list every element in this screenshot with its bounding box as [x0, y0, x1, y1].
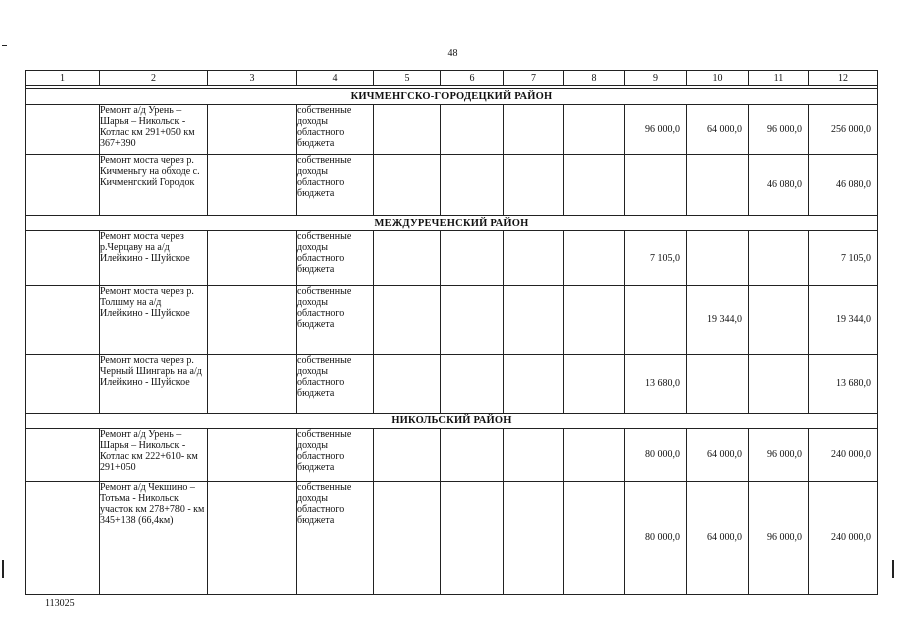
- object-name: Ремонт а/д Урень – Шарья – Никольск - Котлас км 291+050 км 367+390: [100, 104, 208, 154]
- amount-col-9: 80 000,0: [625, 481, 687, 594]
- cell-5: [374, 104, 441, 154]
- cell-1: [26, 155, 100, 216]
- cell-7: [504, 231, 564, 286]
- cell-6: [441, 231, 504, 286]
- column-number: 9: [625, 71, 687, 86]
- cell-8: [564, 429, 625, 482]
- object-name: Ремонт а/д Урень – Шарья – Никольск - Котлас км 222+610- км 291+050: [100, 429, 208, 482]
- object-name: Ремонт моста через р. Черный Шингарь на а/д Илейкино - Шуйское: [100, 354, 208, 413]
- cell-8: [564, 481, 625, 594]
- funding-source: собственные доходы областного бюджета: [297, 155, 374, 216]
- amount-total: 240 000,0: [809, 429, 878, 482]
- page-number: 48: [447, 48, 458, 59]
- cell-3: [208, 104, 297, 154]
- column-number: 8: [564, 71, 625, 86]
- amount-col-11: [749, 354, 809, 413]
- cell-3: [208, 285, 297, 354]
- cell-5: [374, 285, 441, 354]
- cell-5: [374, 481, 441, 594]
- district-title: МЕЖДУРЕЧЕНСКИЙ РАЙОН: [26, 215, 878, 230]
- scan-edge-mark: [892, 560, 894, 578]
- amount-col-11: 96 000,0: [749, 429, 809, 482]
- amount-col-9: 80 000,0: [625, 429, 687, 482]
- amount-col-9: 96 000,0: [625, 104, 687, 154]
- table-row: [26, 354, 878, 413]
- cell-8: [564, 104, 625, 154]
- cell-6: [441, 354, 504, 413]
- scan-edge-mark: [2, 560, 4, 578]
- object-name: Ремонт а/д Чекшино – Тотьма - Никольск участок км 278+780 - км 345+138 (66,4км): [100, 481, 208, 594]
- cell-6: [441, 155, 504, 216]
- funding-source: собственные доходы областного бюджета: [297, 104, 374, 154]
- column-number: 7: [504, 71, 564, 86]
- cell-1: [26, 354, 100, 413]
- cell-3: [208, 354, 297, 413]
- amount-total: 256 000,0: [809, 104, 878, 154]
- cell-7: [504, 481, 564, 594]
- cell-3: [208, 155, 297, 216]
- amount-total: 13 680,0: [809, 354, 878, 413]
- district-title: КИЧМЕНГСКО-ГОРОДЕЦКИЙ РАЙОН: [26, 89, 878, 104]
- column-number: 12: [809, 71, 878, 86]
- amount-col-10: [687, 155, 749, 216]
- cell-6: [441, 285, 504, 354]
- funding-source: собственные доходы областного бюджета: [297, 354, 374, 413]
- amount-total: 7 105,0: [809, 231, 878, 286]
- column-number-row: [26, 71, 878, 86]
- cell-6: [441, 429, 504, 482]
- cell-8: [564, 155, 625, 216]
- cell-1: [26, 231, 100, 286]
- cell-3: [208, 429, 297, 482]
- column-number: 11: [749, 71, 809, 86]
- column-number: 10: [687, 71, 749, 86]
- budget-table: [25, 70, 878, 595]
- column-number: 1: [26, 71, 100, 86]
- section-header-row: [26, 215, 878, 230]
- cell-7: [504, 104, 564, 154]
- column-number: 4: [297, 71, 374, 86]
- amount-col-11: [749, 285, 809, 354]
- section-header-row: [26, 89, 878, 104]
- funding-source: собственные доходы областного бюджета: [297, 481, 374, 594]
- amount-col-10: 64 000,0: [687, 104, 749, 154]
- amount-total: 19 344,0: [809, 285, 878, 354]
- amount-col-10: [687, 354, 749, 413]
- column-number: 2: [100, 71, 208, 86]
- cell-5: [374, 429, 441, 482]
- amount-total: 46 080,0: [809, 155, 878, 216]
- table-row: [26, 155, 878, 216]
- amount-col-11: 96 000,0: [749, 104, 809, 154]
- object-name: Ремонт моста через р. Кичменьгу на обходе с. Кичменгский Городок: [100, 155, 208, 216]
- amount-col-11: 46 080,0: [749, 155, 809, 216]
- cell-3: [208, 231, 297, 286]
- funding-source: собственные доходы областного бюджета: [297, 231, 374, 286]
- document-code: 113025: [45, 598, 75, 609]
- cell-3: [208, 481, 297, 594]
- scan-edge-mark: [2, 45, 7, 46]
- section-header-row: [26, 413, 878, 428]
- amount-col-9: [625, 285, 687, 354]
- amount-col-11: 96 000,0: [749, 481, 809, 594]
- cell-6: [441, 104, 504, 154]
- table-row: [26, 429, 878, 482]
- cell-1: [26, 104, 100, 154]
- table-row: [26, 104, 878, 154]
- amount-col-9: 13 680,0: [625, 354, 687, 413]
- object-name: Ремонт моста через р.Черцаву на а/д Илейкино - Шуйское: [100, 231, 208, 286]
- amount-col-9: 7 105,0: [625, 231, 687, 286]
- cell-8: [564, 285, 625, 354]
- cell-8: [564, 354, 625, 413]
- table-row: [26, 231, 878, 286]
- cell-7: [504, 155, 564, 216]
- cell-1: [26, 429, 100, 482]
- amount-col-10: 19 344,0: [687, 285, 749, 354]
- amount-col-11: [749, 231, 809, 286]
- amount-col-10: 64 000,0: [687, 481, 749, 594]
- column-number: 3: [208, 71, 297, 86]
- cell-1: [26, 481, 100, 594]
- cell-7: [504, 354, 564, 413]
- cell-5: [374, 354, 441, 413]
- amount-total: 240 000,0: [809, 481, 878, 594]
- cell-7: [504, 285, 564, 354]
- district-title: НИКОЛЬСКИЙ РАЙОН: [26, 413, 878, 428]
- amount-col-10: [687, 231, 749, 286]
- cell-6: [441, 481, 504, 594]
- amount-col-9: [625, 155, 687, 216]
- column-number: 6: [441, 71, 504, 86]
- cell-8: [564, 231, 625, 286]
- funding-source: собственные доходы областного бюджета: [297, 429, 374, 482]
- object-name: Ремонт моста через р. Толшму на а/д Илейкино - Шуйское: [100, 285, 208, 354]
- cell-5: [374, 155, 441, 216]
- cell-7: [504, 429, 564, 482]
- amount-col-10: 64 000,0: [687, 429, 749, 482]
- cell-5: [374, 231, 441, 286]
- table-row: [26, 481, 878, 594]
- column-number: 5: [374, 71, 441, 86]
- table-row: [26, 285, 878, 354]
- funding-source: собственные доходы областного бюджета: [297, 285, 374, 354]
- cell-1: [26, 285, 100, 354]
